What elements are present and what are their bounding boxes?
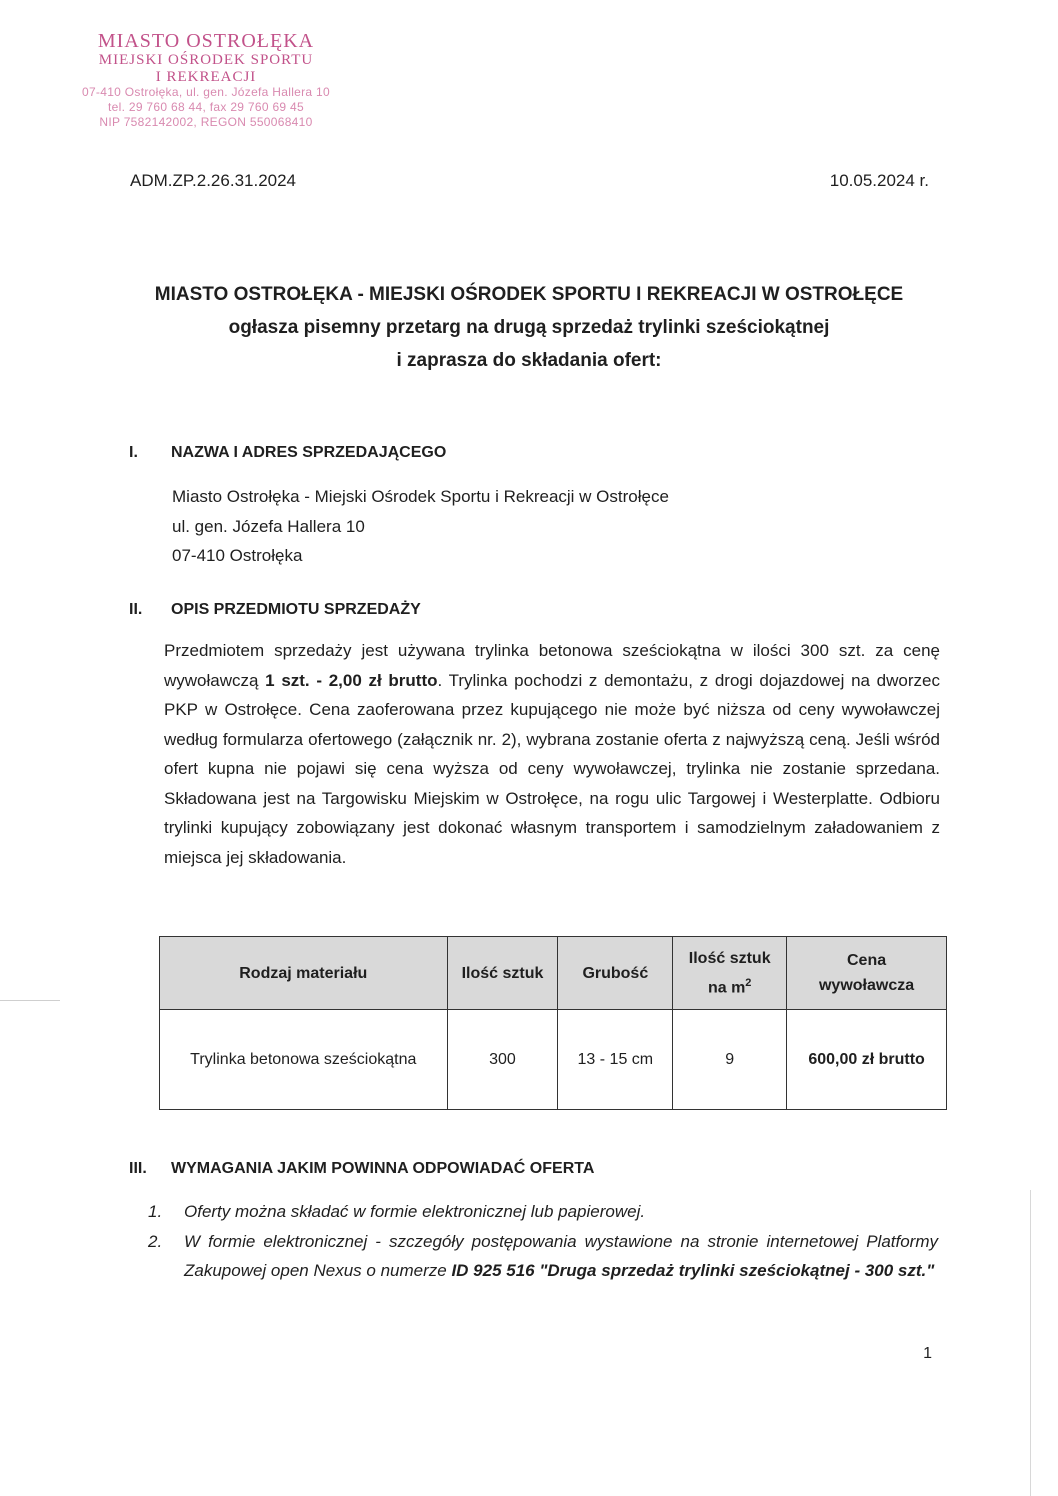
requirements-list	[148, 1197, 938, 1286]
cell-quantity: 300	[447, 1010, 558, 1110]
institution-stamp	[56, 30, 356, 130]
document-date: 10.05.2024 r.	[829, 171, 929, 190]
header-price-line1: Cena	[846, 952, 887, 969]
title-line-1: MIASTO OSTROŁĘKA - MIEJSKI OŚRODEK SPORTU I REKREACJI W OSTROŁĘCE	[154, 284, 904, 305]
section-2-number: II.	[129, 601, 143, 618]
page-number: 1	[923, 1345, 932, 1362]
stamp-line-1: MIASTO OSTROŁĘKA	[97, 30, 315, 52]
seller-address	[172, 482, 669, 571]
list-item-text: Oferty można składać w formie elektronicznej lub papierowej.	[184, 1202, 646, 1221]
cell-thickness: 13 - 15 cm	[558, 1010, 673, 1110]
list-item-number: 1.	[148, 1202, 163, 1221]
reference-number: ADM.ZP.2.26.31.2024	[130, 171, 297, 190]
list-item	[148, 1227, 938, 1286]
section-3-heading	[129, 1160, 594, 1178]
document-title	[100, 278, 958, 377]
description-price-bold: 1 szt. - 2,00 zł brutto	[265, 670, 438, 690]
list-item-text: W formie elektronicznej - szczegóły postępowania wystawione na stronie internetowej Platformy Zakupowej open Nexus o numerze	[184, 1231, 938, 1280]
section-2-heading	[129, 601, 421, 619]
table-header-row	[160, 937, 947, 1010]
section-2-title: OPIS PRZEDMIOTU SPRZEDAŻY	[171, 601, 421, 618]
cell-price: 600,00 zł brutto	[787, 1010, 947, 1110]
header-per-m2-line1: Ilość sztuk	[688, 949, 771, 967]
scan-mark	[0, 1000, 60, 1001]
section-1-number: I.	[129, 444, 138, 461]
header-per-m2-unit: na m	[707, 979, 746, 997]
stamp-line-3: I REKREACJI	[155, 69, 257, 85]
section-3-title: WYMAGANIA JAKIM POWINNA ODPOWIADAĆ OFERTA	[171, 1160, 595, 1177]
cell-material: Trylinka betonowa sześciokątna	[160, 1010, 448, 1110]
header-material: Rodzaj materiału	[160, 937, 448, 1010]
section-1-heading	[129, 444, 446, 462]
header-per-m2-sup: 2	[745, 976, 752, 989]
list-item	[148, 1197, 938, 1227]
header-price-line2: wywoławcza	[818, 977, 915, 994]
description-text-2: . Trylinka pochodzi z demontażu, z drogi dojazdowej na dworzec PKP w Ostrołęce. Cena zaoferowana przez kupującego nie może być niższa od ceny wywoławczej według formularza ofertowego (załącznik nr. 2), wybrana zostanie oferta z najwyższą ceną. Jeśli wśród ofert kupna nie pojawi się cena wyższa od ceny wywoławczej, trylinka nie zostanie sprzedana. Składowana jest na Targowisku Miejskim w Ostrołęce, na rogu ulic Targowej i Westerplatte. Odbioru trylinki kupujący zobowiązany jest dokonać własnym transportem i samodzielnym załadowaniem z miejsca jej składowania.	[164, 670, 940, 867]
section-1-title: NAZWA I ADRES SPRZEDAJĄCEGO	[171, 444, 447, 461]
stamp-line-2: MIEJSKI OŚRODEK SPORTU	[98, 52, 314, 68]
address-line-2: ul. gen. Józefa Hallera 10	[172, 516, 365, 536]
header-per-m2-line2	[674, 971, 785, 1000]
list-item-number: 2.	[148, 1231, 163, 1251]
title-line-3: i zaprasza do składania ofert:	[396, 350, 662, 371]
section-3-number: III.	[129, 1160, 147, 1177]
stamp-line-4: 07-410 Ostrołęka, ul. gen. Józefa Hallera 10	[81, 85, 330, 99]
header-price	[787, 937, 947, 1010]
description-text-1: Przedmiotem sprzedaży jest używana trylinka betonowa sześciokątna w ilości 300 szt. za cenę wywoławczą	[164, 641, 940, 690]
stamp-line-5: tel. 29 760 68 44, fax 29 760 69 45	[108, 100, 304, 114]
cell-per-m2: 9	[673, 1010, 787, 1110]
header-per-m2	[673, 937, 787, 1010]
material-table	[159, 936, 947, 1110]
list-item-bold: ID 925 516 "Druga sprzedaż trylinki sześciokątnej - 300 szt."	[451, 1261, 935, 1280]
address-line-3: 07-410 Ostrołęka	[172, 546, 303, 565]
scan-edge-line	[1030, 1190, 1031, 1496]
table-row	[160, 1010, 947, 1110]
address-line-1: Miasto Ostrołęka - Miejski Ośrodek Sportu i Rekreacji w Ostrołęce	[172, 487, 669, 506]
sale-description	[164, 636, 940, 872]
header-quantity: Ilość sztuk	[447, 937, 558, 1010]
title-line-2: ogłasza pisemny przetarg na drugą sprzedaż trylinki sześciokątnej	[228, 317, 830, 338]
header-thickness: Grubość	[558, 937, 673, 1010]
stamp-line-6: NIP 7582142002, REGON 550068410	[99, 115, 313, 129]
